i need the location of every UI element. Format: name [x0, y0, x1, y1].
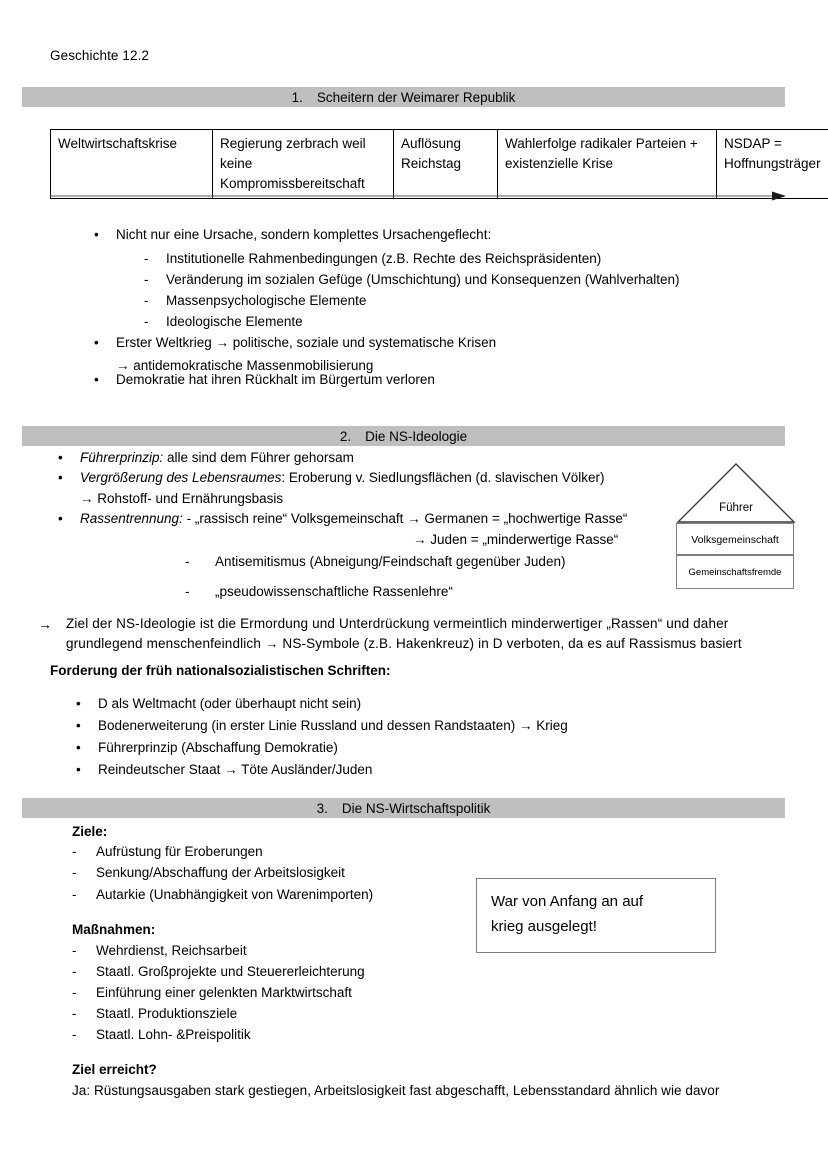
- dash-icon: -: [72, 865, 77, 880]
- section-2-number: 2.: [339, 428, 352, 444]
- s2-bullet-1-term: Führerprinzip:: [80, 450, 164, 465]
- dash-icon: -: [144, 293, 149, 308]
- s2-bullet-2-rest: : Eroberung v. Siedlungsflächen (d. slavischen Völker): [281, 470, 605, 485]
- dash-icon: -: [72, 985, 77, 1000]
- dash-icon: -: [72, 887, 77, 902]
- s2-bullet-2-cont: → Rohstoff- und Ernährungsbasis: [80, 491, 284, 506]
- bullet-icon: •: [76, 696, 81, 711]
- causes-table: [50, 129, 828, 199]
- s1-sub-4: Ideologische Elemente: [166, 314, 303, 329]
- massnahmen-heading: Maßnahmen:: [72, 922, 156, 937]
- goal-line-2: grundlegend menschenfeindlich → NS-Symbole (z.B. Hakenkreuz) in D verboten, da es auf Rassismus basiert: [66, 636, 742, 651]
- section-header-3: [22, 798, 785, 818]
- triangle-icon: [676, 462, 796, 524]
- ziel-item-1: Aufrüstung für Eroberungen: [96, 844, 263, 859]
- dash-icon: -: [185, 554, 190, 569]
- dash-icon: -: [72, 1027, 77, 1042]
- dash-icon: -: [185, 584, 190, 599]
- demand-item-2: Bodenerweiterung (in erster Linie Russland und dessen Randstaaten) → Krieg: [98, 718, 568, 733]
- demands-heading: Forderung der früh nationalsozialistischen Schriften:: [50, 663, 391, 678]
- dash-icon: -: [72, 844, 77, 859]
- massnahme-item-1: Wehrdienst, Reichsarbeit: [96, 943, 247, 958]
- s1-sub-3: Massenpsychologische Elemente: [166, 293, 367, 308]
- pyramid-label-fuehrer: Führer: [719, 502, 753, 514]
- callout-line-2: krieg ausgelegt!: [491, 917, 597, 935]
- section-3-title: Die NS-Wirtschaftspolitik: [341, 800, 491, 816]
- s2-bullet-3-term: Rassentrennung:: [80, 511, 183, 526]
- table-cell-regierung: Regierung zerbrach weil keine Kompromissbereitschaft: [213, 130, 394, 199]
- section-1-title: Scheitern der Weimarer Republik: [316, 89, 516, 105]
- s2-sub-1: Antisemitismus (Abneigung/Feindschaft gegenüber Juden): [215, 554, 566, 569]
- demand-item-4: Reindeutscher Staat → Töte Ausländer/Juden: [98, 762, 373, 777]
- s2-bullet-1-rest: alle sind dem Führer gehorsam: [163, 450, 354, 465]
- s1-bullet-2: Erster Weltkrieg → politische, soziale und systematische Krisen: [116, 335, 497, 350]
- dash-icon: -: [72, 1006, 77, 1021]
- bullet-icon: •: [76, 762, 81, 777]
- pyramid-label-gemeinschaftsfremde: Gemeinschaftsfremde: [676, 555, 794, 589]
- pyramid-label-volksgemeinschaft: Volksgemeinschaft: [676, 523, 794, 555]
- bullet-icon: •: [94, 227, 99, 242]
- massnahme-item-4: Staatl. Produktionsziele: [96, 1006, 238, 1021]
- timeline-arrow-icon: [50, 190, 790, 202]
- demand-item-1: D als Weltmacht (oder überhaupt nicht sein): [98, 696, 362, 711]
- dash-icon: -: [72, 964, 77, 979]
- table-cell-weltwirtschaftskrise: Weltwirtschaftskrise: [51, 130, 213, 199]
- bullet-icon: •: [94, 372, 99, 387]
- s2-bullet-2-term: Vergrößerung des Lebensraumes: [80, 470, 282, 485]
- dash-icon: -: [144, 272, 149, 287]
- result-text: Ja: Rüstungsausgaben stark gestiegen, Arbeitslosigkeit fast abgeschafft, Lebensstandard ähnlich wie davor: [72, 1083, 720, 1098]
- table-cell-nsdap: NSDAP = Hoffnungsträger: [717, 130, 828, 199]
- ziel-item-2: Senkung/Abschaffung der Arbeitslosigkeit: [96, 865, 345, 880]
- callout-line-1: War von Anfang an auf: [491, 893, 644, 910]
- section-3-number: 3.: [316, 800, 328, 816]
- table-cell-aufloesung: Auflösung Reichstag: [394, 130, 498, 199]
- goal-arrow-icon: →: [38, 616, 52, 632]
- page-title: Geschichte 12.2: [50, 48, 150, 63]
- section-2-title: Die NS-Ideologie: [365, 428, 468, 444]
- nazi-hierarchy-pyramid: [676, 462, 796, 590]
- s1-bullet-2-cont: → antidemokratische Massenmobilisierung: [116, 358, 374, 373]
- s1-bullet-3: Demokratie hat ihren Rückhalt im Bürgertum verloren: [116, 372, 435, 387]
- s2-bullet-3-rest: - „rassisch reine“ Volksgemeinschaft → Germanen = „hochwertige Rasse“: [182, 511, 628, 526]
- massnahme-item-3: Einführung einer gelenkten Marktwirtschaft: [96, 985, 352, 1000]
- ziele-heading: Ziele:: [72, 824, 108, 839]
- goal-line-1: Ziel der NS-Ideologie ist die Ermordung und Unterdrückung vermeintlich minderwertiger „Rassen“ und daher: [66, 616, 729, 631]
- bullet-icon: •: [58, 470, 63, 485]
- s2-bullet-3: [80, 512, 627, 526]
- section-header-2: [22, 426, 785, 446]
- bullet-icon: •: [76, 718, 81, 733]
- s2-bullet-1: [80, 451, 354, 465]
- bullet-icon: •: [58, 450, 63, 465]
- bullet-icon: •: [58, 511, 63, 526]
- bullet-icon: •: [76, 740, 81, 755]
- callout-box: [476, 878, 716, 953]
- s1-bullet-1: Nicht nur eine Ursache, sondern komplettes Ursachengeflecht:: [116, 227, 492, 242]
- dash-icon: -: [72, 943, 77, 958]
- s1-sub-2: Veränderung im sozialen Gefüge (Umschichtung) und Konsequenzen (Wahlverhalten): [166, 272, 680, 287]
- s2-bullet-3-cont: → Juden = „minderwertige Rasse“: [413, 532, 619, 547]
- ziel-item-3: Autarkie (Unabhängigkeit von Warenimporten): [96, 887, 374, 902]
- table-row: [51, 130, 828, 199]
- massnahme-item-5: Staatl. Lohn- &Preispolitik: [96, 1027, 251, 1042]
- s2-sub-2: „pseudowissenschaftliche Rassenlehre“: [215, 584, 453, 599]
- s1-sub-1: Institutionelle Rahmenbedingungen (z.B. Rechte des Reichspräsidenten): [166, 251, 602, 266]
- result-heading: Ziel erreicht?: [72, 1062, 157, 1077]
- massnahme-item-2: Staatl. Großprojekte und Steuererleichterung: [96, 964, 365, 979]
- dash-icon: -: [144, 251, 149, 266]
- table-cell-wahlerfolge: Wahlerfolge radikaler Parteien + existenzielle Krise: [498, 130, 717, 199]
- section-header-1: [22, 87, 785, 107]
- dash-icon: -: [144, 314, 149, 329]
- bullet-icon: •: [94, 335, 99, 350]
- s2-bullet-2: [80, 471, 605, 485]
- demand-item-3: Führerprinzip (Abschaffung Demokratie): [98, 740, 338, 755]
- section-1-number: 1.: [291, 89, 303, 105]
